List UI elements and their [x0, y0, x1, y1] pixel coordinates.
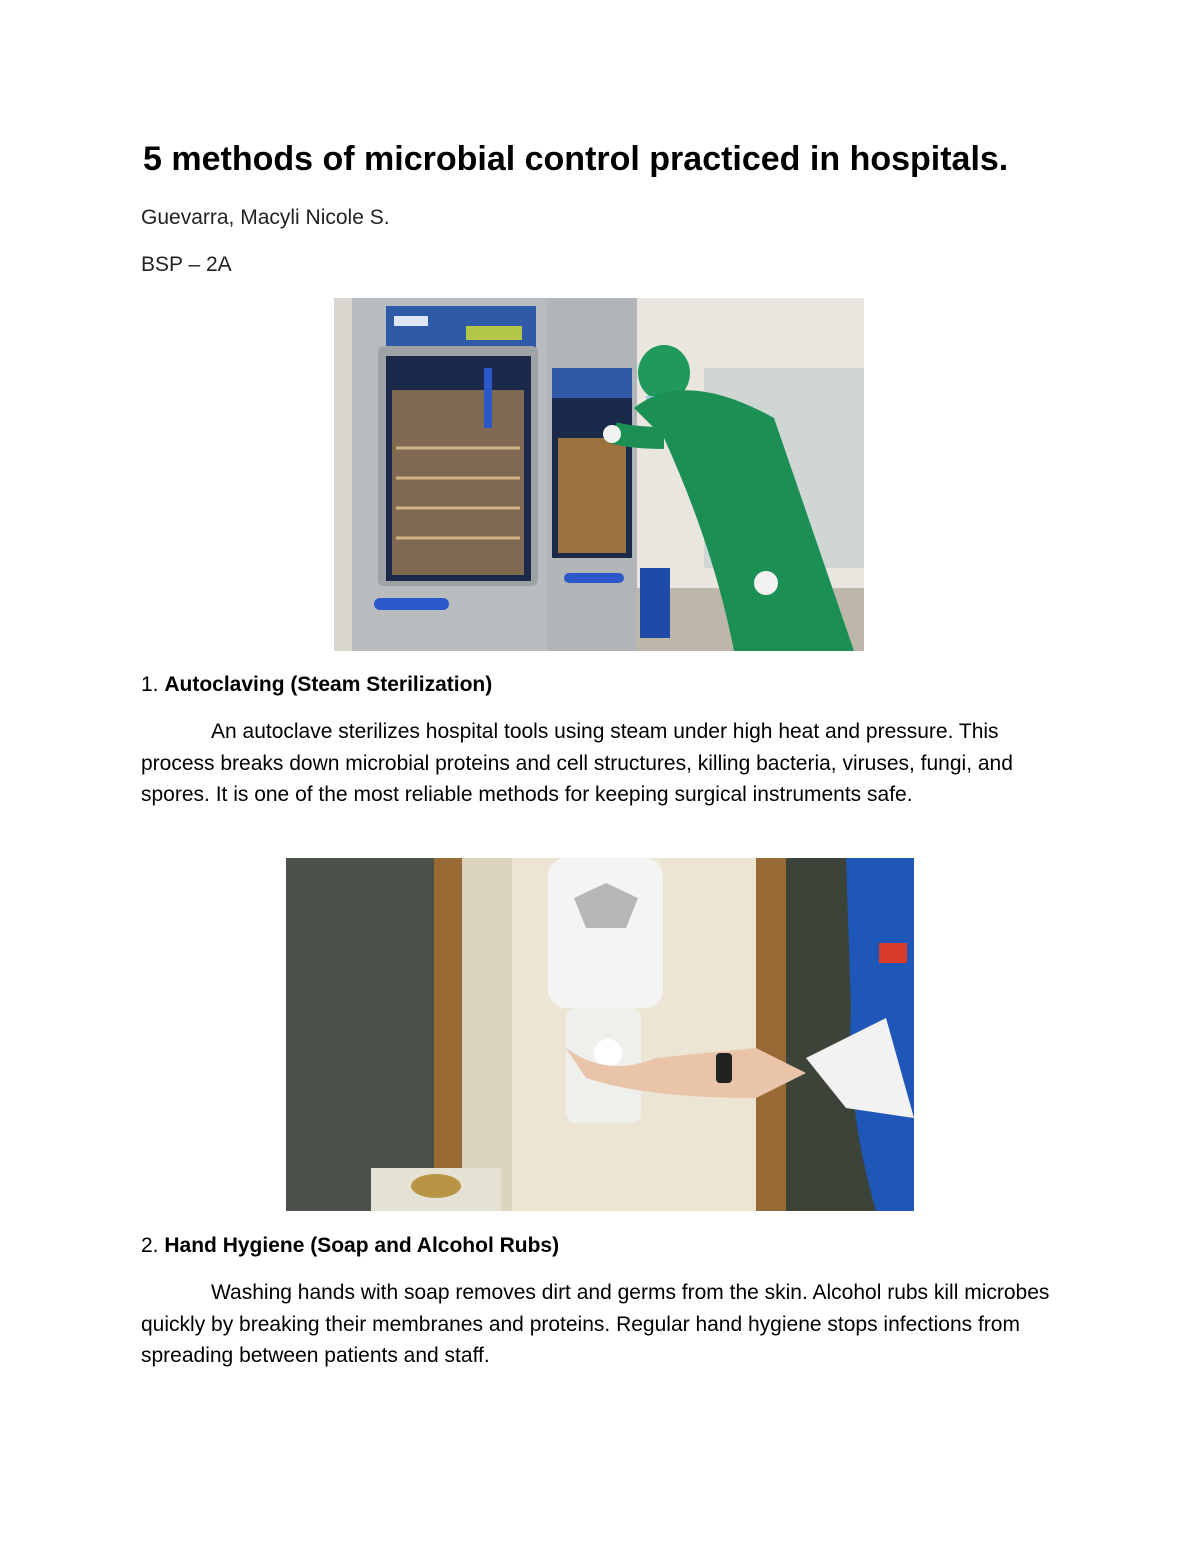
method-1-body	[141, 716, 1061, 811]
page-title: 5 methods of microbial control practiced in hospitals.	[143, 140, 1009, 178]
hand-sanitizer-photo	[286, 858, 914, 1211]
method-2-number: 2.	[141, 1234, 159, 1257]
method-1-number: 1.	[141, 673, 159, 696]
method-1-title: Autoclaving (Steam Sterilization)	[164, 673, 493, 696]
method-1-heading	[141, 673, 492, 697]
method-2-title: Hand Hygiene (Soap and Alcohol Rubs)	[164, 1234, 560, 1257]
autoclave-photo	[334, 298, 864, 651]
author-name: Guevarra, Macyli Nicole S.	[141, 206, 390, 229]
method-2-body-text: Washing hands with soap removes dirt and germs from the skin. Alcohol rubs kill microbes quickly by breaking their membranes and proteins. Regular hand hygiene stops infections from spreading between patients and staff.	[141, 1281, 1050, 1367]
method-1-body-text: An autoclave sterilizes hospital tools using steam under high heat and pressure. This process breaks down microbial proteins and cell structures, killing bacteria, viruses, fungi, and spores. It is one of the most reliable methods for keeping surgical instruments safe.	[141, 720, 1013, 806]
method-2-body	[141, 1277, 1061, 1372]
class-section: BSP – 2A	[141, 253, 232, 276]
method-2-heading	[141, 1234, 559, 1258]
